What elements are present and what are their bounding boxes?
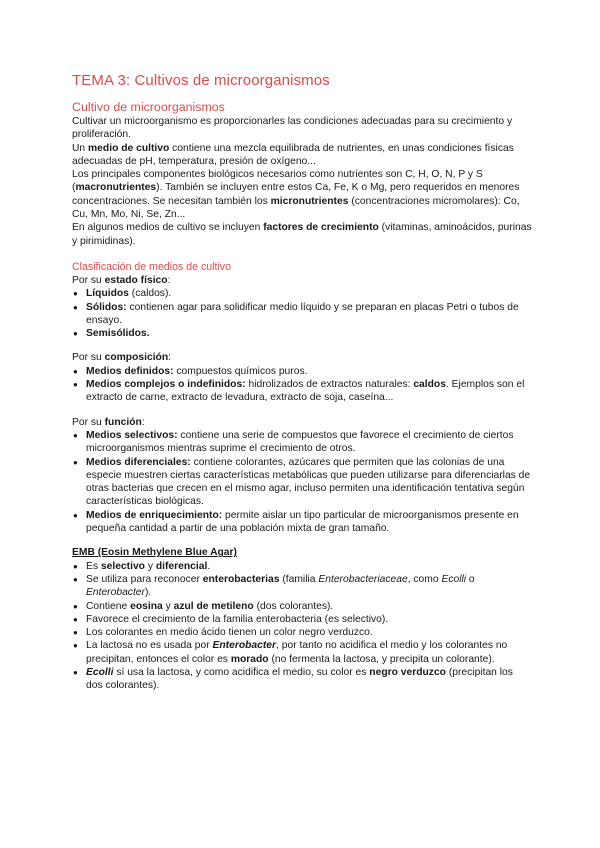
section-heading-clasificacion: Clasificación de medios de cultivo <box>72 260 231 273</box>
bullet-icon: ● <box>73 289 78 299</box>
list-item: ● Sólidos: contienen agar para solidificar medio líquido y se preparan en placas Petri o tubos de ensayo. <box>73 301 519 326</box>
bullet-icon: ● <box>73 366 78 376</box>
list-item: ● Medios selectivos: contiene una serie de compuestos que favorece el crecimiento de ciertos microorganismos mientras suprime el crecimiento de otros. <box>73 429 514 455</box>
list-item: ● Líquidos (caldos). <box>73 288 172 300</box>
list-item: ● Contiene eosina y azul de metileno (dos colorantes). <box>73 600 334 612</box>
list-item: ● Los colorantes en medio ácido tienen un color negro verduzco. <box>73 627 373 639</box>
paragraph-nutrientes: Los principales componentes biológicos necesarios como nutrientes son C, H, O, N, P y S (macronutrientes). También se incluyen entre estos Ca, Fe, K o Mg, pero requeridos en menores concentraciones. Se necesitan también los micronutrientes (concentraciones micromolares): Co, Cu, Mn, Mo, Ni, Se, Zn... <box>72 169 520 221</box>
bullet-icon: ● <box>73 574 78 584</box>
list-item: ● Favorece el crecimiento de la familia enterobacteria (es selectivo). <box>73 613 389 625</box>
list-composicion <box>72 365 532 405</box>
paragraph-medio-cultivo: Un medio de cultivo contiene una mezcla equilibrada de nutrientes, en unas condiciones físicas adecuadas de pH, temperatura, presión de oxígeno... <box>72 142 514 167</box>
bullet-icon: ● <box>73 667 78 677</box>
bullet-icon: ● <box>73 614 78 624</box>
list-item: ● La lactosa no es usada por Enterobacter, por tanto no acidifica el medio y los colorantes no precipitan, entonces el color es morado (no fermenta la lactosa, y precipita un colorante). <box>73 640 508 665</box>
bullet-icon: ● <box>73 329 78 339</box>
bullet-icon: ● <box>73 380 78 390</box>
section-heading-cultivo: Cultivo de microorganismos <box>72 100 225 114</box>
page-title: TEMA 3: Cultivos de microorganismos <box>72 72 330 89</box>
bullet-icon: ● <box>73 641 78 651</box>
bullet-icon: ● <box>73 430 78 440</box>
bullet-icon: ● <box>73 601 78 611</box>
list-item: ● Medios de enriquecimiento: permite aislar un tipo particular de microorganismos presente en pequeña cantidad a partir de una población mixta de gran tamaño. <box>73 509 519 535</box>
bullet-icon: ● <box>73 457 78 467</box>
bullet-icon: ● <box>73 628 78 638</box>
bullet-icon: ● <box>73 302 78 312</box>
list-estado-fisico <box>72 287 532 340</box>
list-item: ● Es selectivo y diferencial. <box>73 560 211 572</box>
paragraph-cultivar: Cultivar un microorganismo es proporcionarles las condiciones adecuadas para su crecimiento y proliferación. <box>72 116 513 141</box>
list-item: ● Medios diferenciales: contiene colorantes, azúcares que permiten que las colonias de una especie muestren ciertas características metabólicas que pueden utilizarse para diferenciarlas de otras bacterias que crecen en el mismo agar, incluso permiten una identificación tentativa según características biológicas. <box>73 456 531 508</box>
list-item: ● Medios complejos o indefinidos: hidrolizados de extractos naturales: caldos. Ejemplos son el extracto de carne, extracto de levadura, extracto de soja, caseína... <box>73 379 525 404</box>
document-page <box>72 72 532 693</box>
intro-estado-fisico: Por su estado físico: <box>72 274 171 286</box>
list-item: ● Medios definidos: compuestos químicos puros. <box>73 365 308 377</box>
intro-funcion: Por su función: <box>72 416 145 428</box>
list-item: ● Ecolli sí usa la lactosa, y como acidifica el medio, su color es negro verduzco (precipitan los dos colorantes). <box>73 666 513 692</box>
paragraph-factores: En algunos medios de cultivo se incluyen factores de crecimiento (vitaminas, aminoácidos, purinas y pirimidinas). <box>72 222 532 247</box>
bullet-icon: ● <box>73 510 78 520</box>
list-emb <box>72 560 532 693</box>
list-item: ● Semisólidos. <box>73 328 150 340</box>
list-item: ● Se utiliza para reconocer enterobacterias (familia Enterobacteriaceae, como Ecolli o Enterobacter). <box>73 573 475 599</box>
list-funcion <box>72 429 532 535</box>
intro-composicion: Por su composición: <box>72 352 172 364</box>
bullet-icon: ● <box>73 561 78 571</box>
emb-heading: EMB (Eosin Methylene Blue Agar) <box>72 547 237 559</box>
